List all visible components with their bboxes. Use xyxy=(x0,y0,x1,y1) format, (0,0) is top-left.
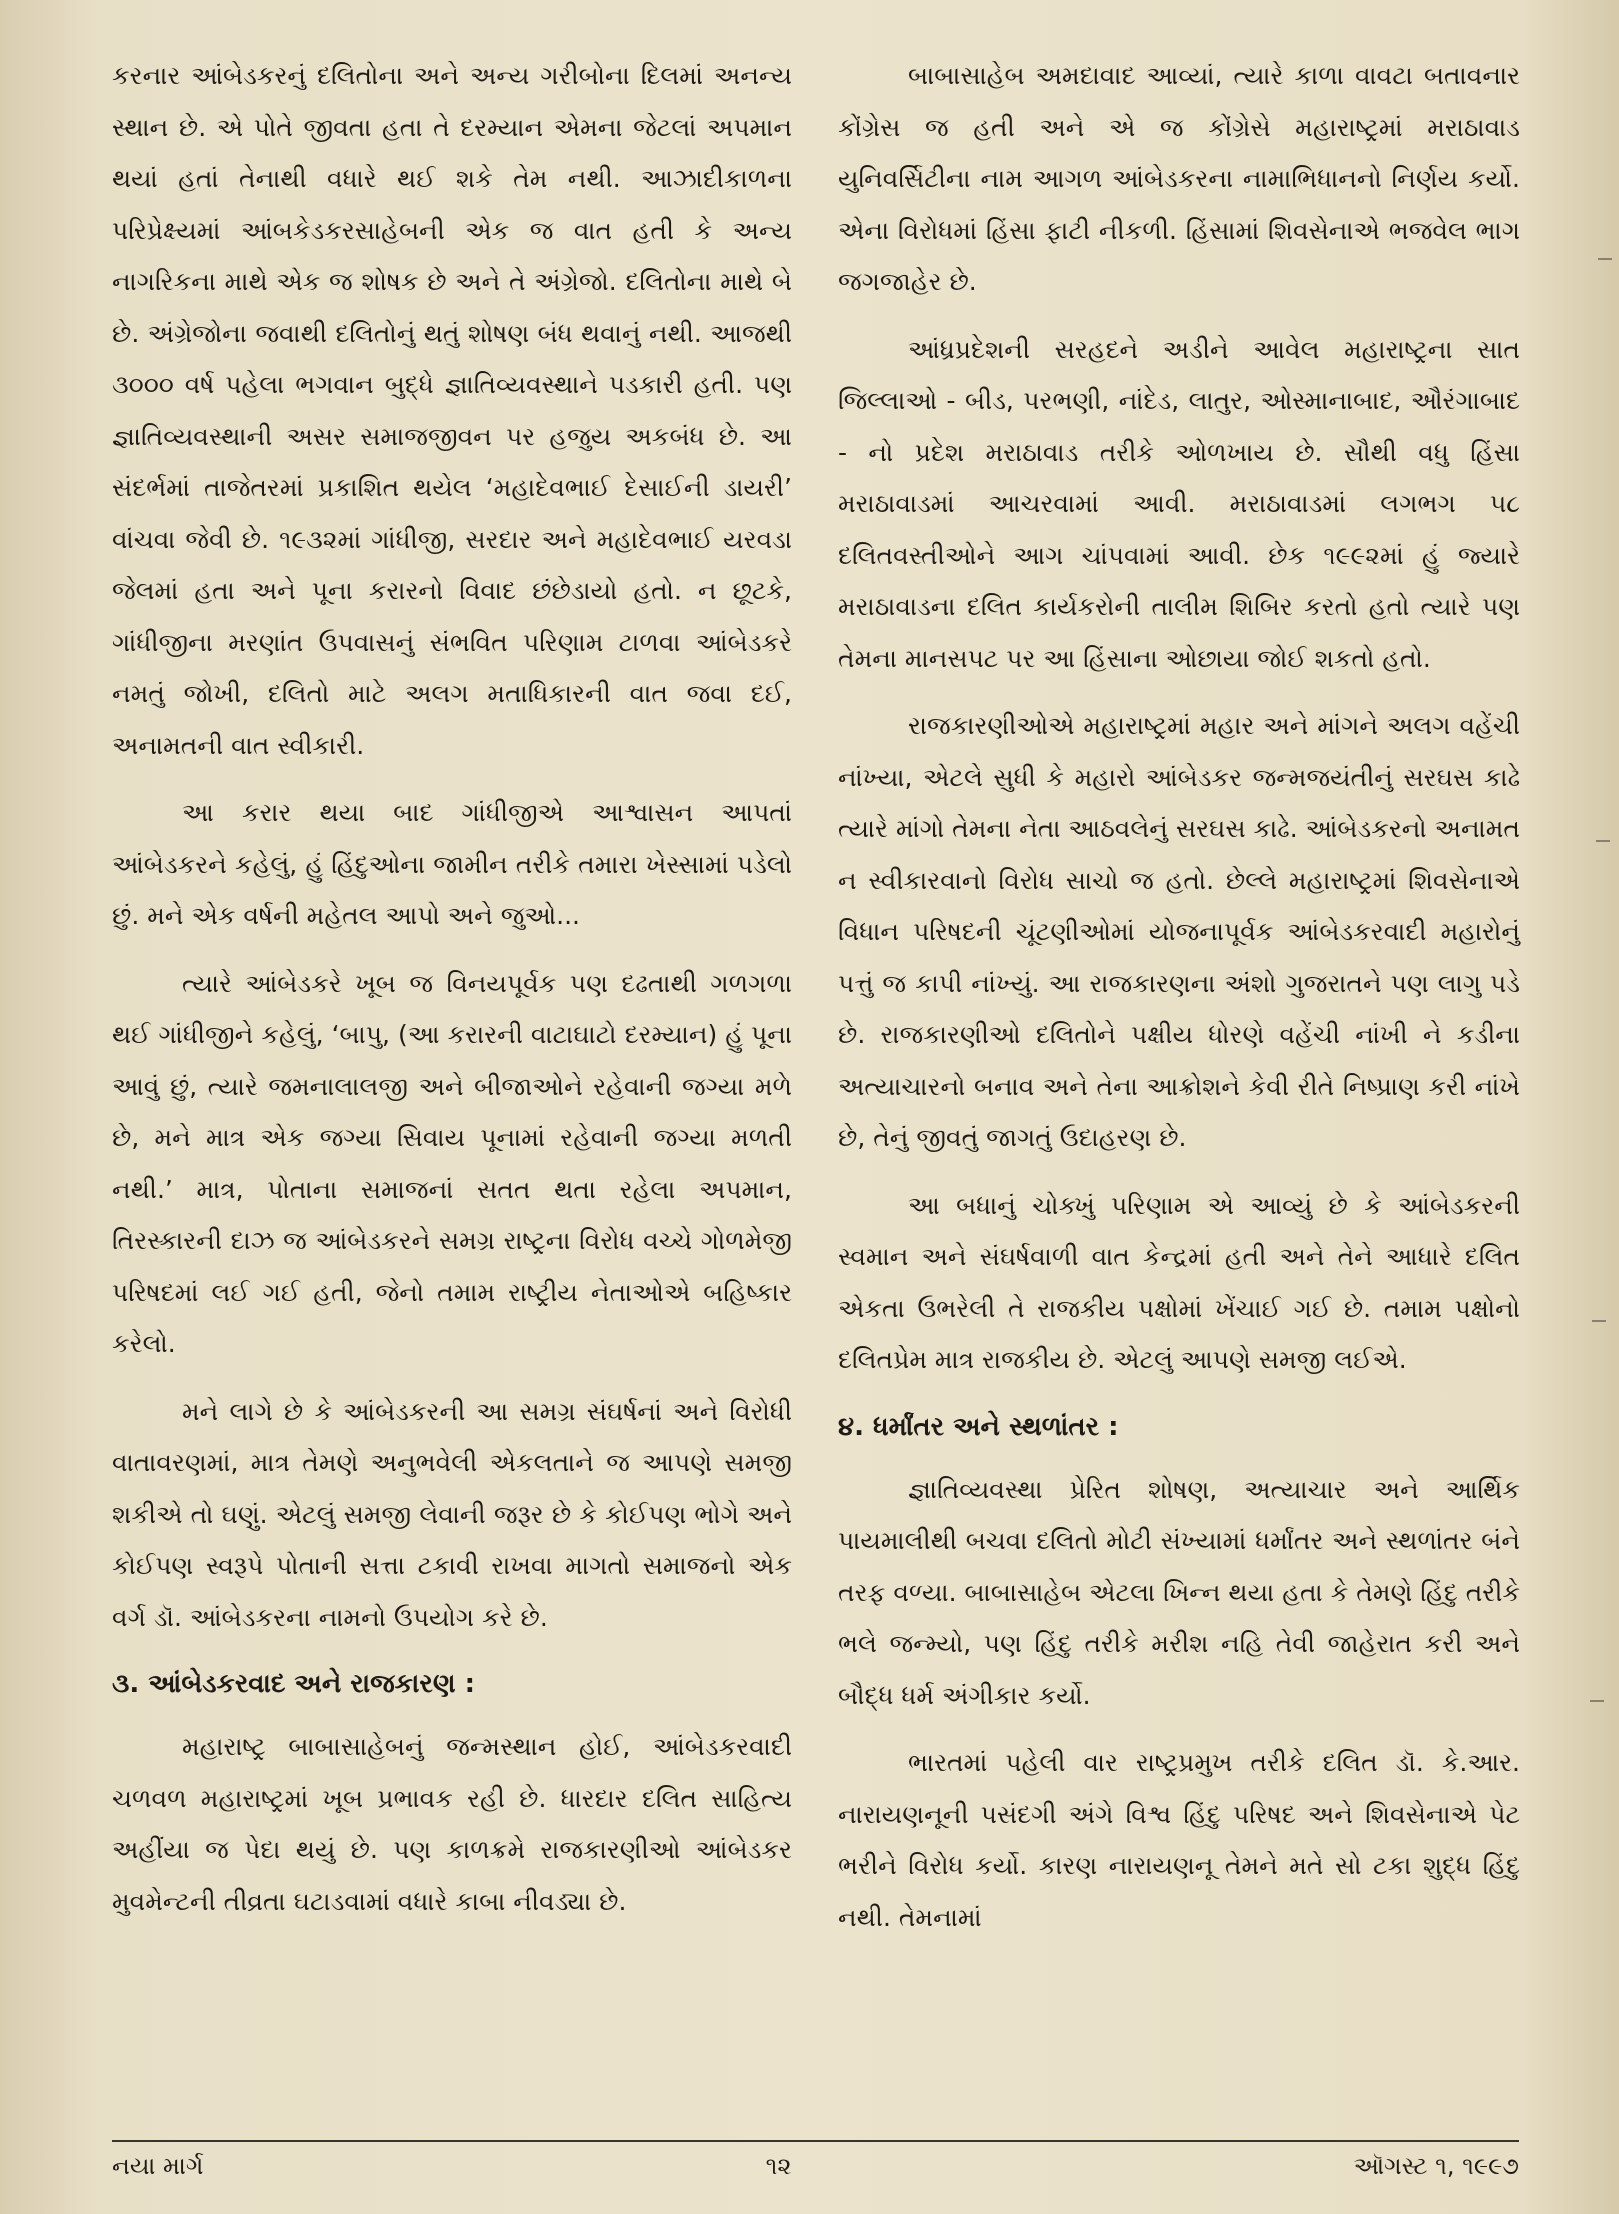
left-column xyxy=(112,50,792,1943)
left-paragraph-5: મહારાષ્ટ્ર બાબાસાહેબનું જન્મસ્થાન હોઈ, આંબેડકરવાદી ચળવળ મહારાષ્ટ્રમાં ખૂબ પ્રભાવક રહી છે. ધારદાર દલિત સાહિત્ય અહીંયા જ પેદા થયું છે. પણ કાળક્રમે રાજકારણીઓ આંબેડકર મુવમેન્ટની તીવ્રતા ઘટાડવામાં વધારે કાબા નીવડ્યા છે. xyxy=(112,1732,792,1916)
page-footer xyxy=(112,2140,1519,2180)
left-paragraph-3: ત્યારે આંબેડકરે ખૂબ જ વિનયપૂર્વક પણ દઢતાથી ગળગળા થઈ ગાંધીજીને કહેલું, ‘બાપુ, (આ કરારની વાટાઘાટો દરમ્યાન) હું પૂના આવું છું, ત્યારે જમનાલાલજી અને બીજાઓને રહેવાની જગ્યા મળે છે, મને માત્ર એક જગ્યા સિવાય પૂનામાં રહેવાની જગ્યા મળતી નથી.’ માત્ર, પોતાના સમાજનાં સતત થતા રહેલા અપમાન, તિરસ્કારની દાઝ જ આંબેડકરને સમગ્ર રાષ્ટ્રના વિરોધ વચ્ચે ગોળમેજી પરિષદમાં લઈ ગઈ હતી, જેનો તમામ રાષ્ટ્રીય નેતાઓએ બહિષ્કાર કરેલો. xyxy=(112,968,792,1358)
margin-mark xyxy=(1598,258,1612,260)
margin-mark xyxy=(1592,1320,1606,1322)
publication-name: નયા માર્ગ xyxy=(112,2152,204,2180)
right-paragraph-2: આંધ્રપ્રદેશની સરહદને અડીને આવેલ મહારાષ્ટ્રના સાત જિલ્લાઓ - બીડ, પરભણી, નાંદેડ, લાતુર, ઓસ્માનાબાદ, ઔરંગાબાદ - નો પ્રદેશ મરાઠાવાડ તરીકે ઓળખાય છે. સૌથી વધુ હિંસા મરાઠાવાડમાં આચરવામાં આવી. મરાઠાવાડમાં લગભગ ૫૮ દલિતવસ્તીઓને આગ ચાંપવામાં આવી. છેક ૧૯૯૨માં હું જ્યારે મરાઠાવાડના દલિત કાર્યકરોની તાલીમ શિબિર કરતો હતો ત્યારે પણ તેમના માનસપટ પર આ હિંસાના ઓછાયા જોઈ શકતો હતો. xyxy=(838,334,1520,673)
section-heading-3: ૩. આંબેડકરવાદ અને રાજકારણ : xyxy=(112,1669,475,1699)
right-paragraph-1: બાબાસાહેબ અમદાવાદ આવ્યાં, ત્યારે કાળા વાવટા બતાવનાર કોંગ્રેસ જ હતી અને એ જ કોંગ્રેસે મહારાષ્ટ્રમાં મરાઠાવાડ યુનિવર્સિટીના નામ આગળ આંબેડકરના નામાભિધાનનો નિર્ણય કર્યો. એના વિરોધમાં હિંસા ફાટી નીકળી. હિંસામાં શિવસેનાએ ભજવેલ ભાગ જગજાહેર છે. xyxy=(838,61,1520,296)
issue-date: ઑગસ્ટ ૧, ૧૯૯૭ xyxy=(1353,2152,1519,2180)
right-paragraph-4: આ બધાનું ચોક્ખું પરિણામ એ આવ્યું છે કે આંબેડકરની સ્વમાન અને સંઘર્ષવાળી વાત કેન્દ્રમાં હતી અને તેને આધારે દલિત એકતા ઉભરેલી તે રાજકીય પક્ષોમાં ખેંચાઈ ગઈ છે. તમામ પક્ષોનો દલિતપ્રેમ માત્ર રાજકીય છે. એટલું આપણે સમજી લઈએ. xyxy=(838,1190,1520,1374)
right-column xyxy=(838,50,1520,1959)
left-paragraph-4: મને લાગે છે કે આંબેડકરની આ સમગ્ર સંઘર્ષનાં અને વિરોધી વાતાવરણમાં, માત્ર તેમણે અનુભવેલી એકલતાને જ આપણે સમજી શકીએ તો ઘણું. એટલું સમજી લેવાની જરૂર છે કે કોઈપણ ભોગે અને કોઈપણ સ્વરૂપે પોતાની સત્તા ટકાવી રાખવા માગતો સમાજનો એક વર્ગ ડૉ. આંબેડકરના નામનો ઉપયોગ કરે છે. xyxy=(112,1396,792,1632)
left-paragraph-2: આ કરાર થયા બાદ ગાંધીજીએ આશ્વાસન આપતાં આંબેડકરને કહેલું, હું હિંદુઓના જામીન તરીકે તમારા ખેસ્સામાં પડેલો છું. મને એક વર્ષની મહેતલ આપો અને જુઓ... xyxy=(112,798,792,930)
margin-mark xyxy=(1596,840,1610,842)
left-paragraph-1: કરનાર આંબેડકરનું દલિતોના અને અન્ય ગરીબોના દિલમાં અનન્ય સ્થાન છે. એ પોતે જીવતા હતા તે દરમ્યાન એમના જેટલાં અપમાન થયાં હતાં તેનાથી વધારે થઈ શકે તેમ નથી. આઝાદીકાળના પરિપ્રેક્ષ્યમાં આંબકેડકરસાહેબની એક જ વાત હતી કે અન્ય નાગરિકના માથે એક જ શોષક છે અને તે અંગ્રેજો. દલિતોના માથે બે છે. અંગ્રેજોના જવાથી દલિતોનું થતું શોષણ બંધ થવાનું નથી. આજથી ૩૦૦૦ વર્ષ પહેલા ભગવાન બુદ્ધે જ્ઞાતિવ્યવસ્થાને પડકારી હતી. પણ જ્ઞાતિવ્યવસ્થાની અસર સમાજજીવન પર હજુય અકબંધ છે. આ સંદર્ભમાં તાજેતરમાં પ્રકાશિત થયેલ ‘મહાદેવભાઈ દેસાઈની ડાયરી’ વાંચવા જેવી છે. ૧૯૩૨માં ગાંધીજી, સરદાર અને મહાદેવભાઈ યરવડા જેલમાં હતા અને પૂના કરારનો વિવાદ છંછેડાયો હતો. ન છૂટકે, ગાંધીજીના મરણાંત ઉપવાસનું સંભવિત પરિણામ ટાળવા આંબેડકરે નમતું જોખી, દલિતો માટે અલગ મતાધિકારની વાત જવા દઈ, અનામતની વાત સ્વીકારી. xyxy=(112,61,792,760)
page-number: ૧૨ xyxy=(765,2152,792,2180)
right-paragraph-3: રાજકારણીઓએ મહારાષ્ટ્રમાં મહાર અને માંગને અલગ વહેંચી નાંખ્યા, એટલે સુધી કે મહારો આંબેડકર જન્મજયંતીનું સરઘસ કાઢે ત્યારે માંગો તેમના નેતા આઠવલેનું સરઘસ કાઢે. આંબેડકરનો અનામત ન સ્વીકારવાનો વિરોધ સાચો જ હતો. છેલ્લે મહારાષ્ટ્રમાં શિવસેનાએ વિધાન પરિષદની ચૂંટણીઓમાં યોજનાપૂર્વક આંબેડકરવાદી મહારોનું પત્તું જ કાપી નાંખ્યું. આ રાજકારણના અંશો ગુજરાતને પણ લાગુ પડે છે. રાજકારણીઓ દલિતોને પક્ષીય ધોરણે વહેંચી નાંખી ને કડીના અત્યાચારનો બનાવ અને તેના આક્રોશને કેવી રીતે નિષ્પ્રાણ કરી નાંખે છે, તેનું જીવતું જાગતું ઉદાહરણ છે. xyxy=(838,711,1520,1152)
margin-mark xyxy=(1590,1700,1604,1702)
right-paragraph-6: ભારતમાં પહેલી વાર રાષ્ટ્રપ્રમુખ તરીકે દલિત ડૉ. કે.આર. નારાયણનૂની પસંદગી અંગે વિશ્વ હિંદુ પરિષદ અને શિવસેનાએ પેટ ભરીને વિરોધ કર્યો. કારણ નારાયણનૂ તેમને મતે સો ટકા શુદ્ધ હિંદુ નથી. તેમનામાં xyxy=(838,1748,1520,1932)
right-paragraph-5: જ્ઞાતિવ્યવસ્થા પ્રેરિત શોષણ, અત્યાચાર અને આર્થિક પાયમાલીથી બચવા દલિતો મોટી સંખ્યામાં ધર્માંતર અને સ્થળાંતર બંને તરફ વળ્યા. બાબાસાહેબ એટલા ખિન્ન થયા હતા કે તેમણે હિંદુ તરીકે ભલે જન્મ્યો, પણ હિંદુ તરીકે મરીશ નહિ તેવી જાહેરાત કરી અને બૌદ્ધ ધર્મ અંગીકાર કર્યો. xyxy=(838,1474,1520,1710)
section-heading-4: ૪. ધર્માંતર અને સ્થળાંતર : xyxy=(838,1411,1119,1442)
